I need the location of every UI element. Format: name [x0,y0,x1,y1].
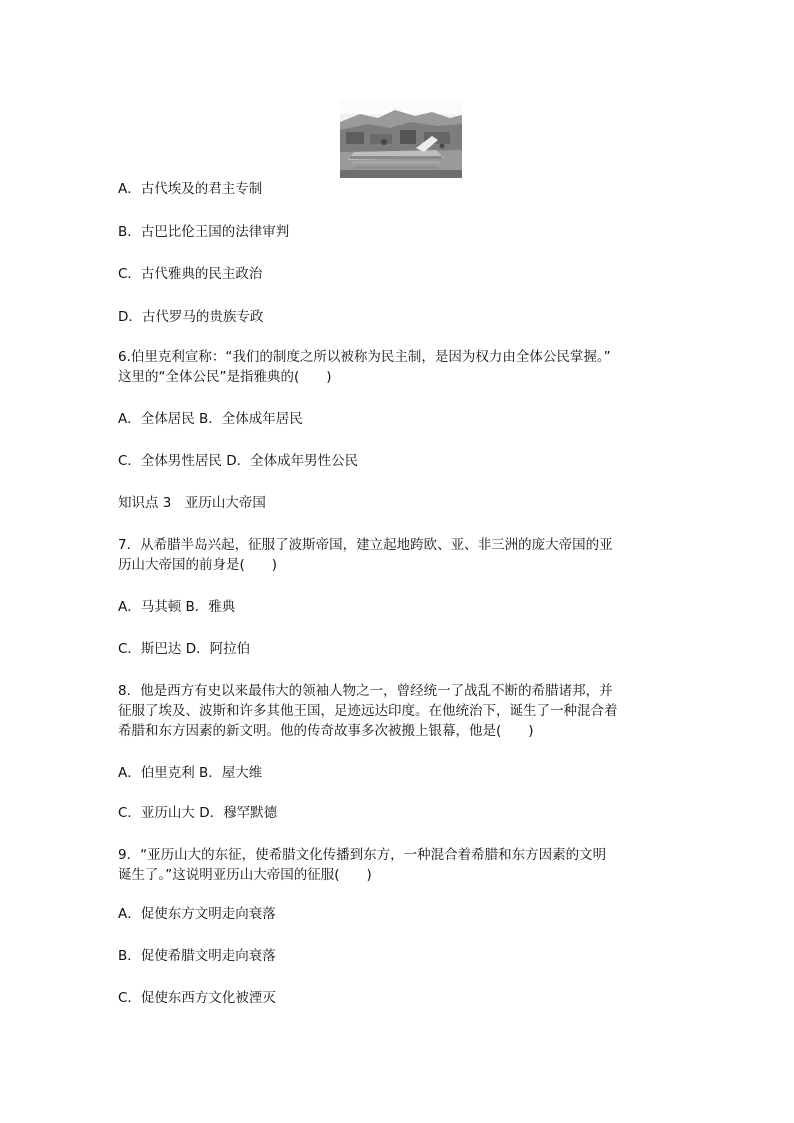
q6-stem-line1: 6.伯里克利宣称：“我们的制度之所以被称为民主制，是因为权力由全体公民掌握。” [118,349,611,365]
q8-stem-line2: 征服了埃及、波斯和许多其他王国，足迹远达印度。在他统治下，诞生了一种混合着 [118,703,618,719]
q5-option-c: C．古代雅典的民主政治 [118,266,263,282]
q9-option-a: A．促使东方文明走向衰落 [118,906,276,922]
q9-option-b: B．促使希腊文明走向衰落 [118,948,276,964]
q8-stem-line1: 8．他是西方有史以来最伟大的领袖人物之一，曾经统一了战乱不断的希腊诸邦，并 [118,683,613,699]
q5-option-d: D．古代罗马的贵族专政 [118,309,264,325]
q6-options-line1: A．全体居民 B．全体成年居民 [118,411,303,427]
q5-option-a: A．古代埃及的君主专制 [118,181,263,197]
q6-options-line2: C．全体男性居民 D．全体成年男性公民 [118,453,359,469]
q7-stem-line2: 历山大帝国的前身是( ) [118,557,278,573]
q6-stem-line2: 这里的“全体公民”是指雅典的( ) [118,369,332,385]
q7-options-line2: C．斯巴达 D．阿拉伯 [118,641,251,657]
q8-options-line1: A．伯里克利 B．屋大维 [118,765,263,781]
q8-options-line2: C．亚历山大 D．穆罕默德 [118,805,278,821]
section-title: 知识点 3 亚历山大帝国 [118,495,266,511]
q9-stem-line1: 9．“亚历山大的东征，使希腊文化传播到东方，一种混合着希腊和东方因素的文明 [118,847,607,863]
q8-stem-line3: 希腊和东方因素的新文明。他的传奇故事多次被搬上银幕，他是( ) [118,723,534,739]
ruins-photo [340,100,462,178]
q5-option-b: B．古巴比伦王国的法律审判 [118,224,290,240]
q9-stem-line2: 诞生了。”这说明亚历山大帝国的征服( ) [118,867,372,883]
q7-options-line1: A．马其顿 B．雅典 [118,599,236,615]
q7-stem-line1: 7．从希腊半岛兴起，征服了波斯帝国，建立起地跨欧、亚、非三洲的庞大帝国的亚 [118,537,613,553]
q9-option-c: C．促使东西方文化被湮灭 [118,990,276,1006]
